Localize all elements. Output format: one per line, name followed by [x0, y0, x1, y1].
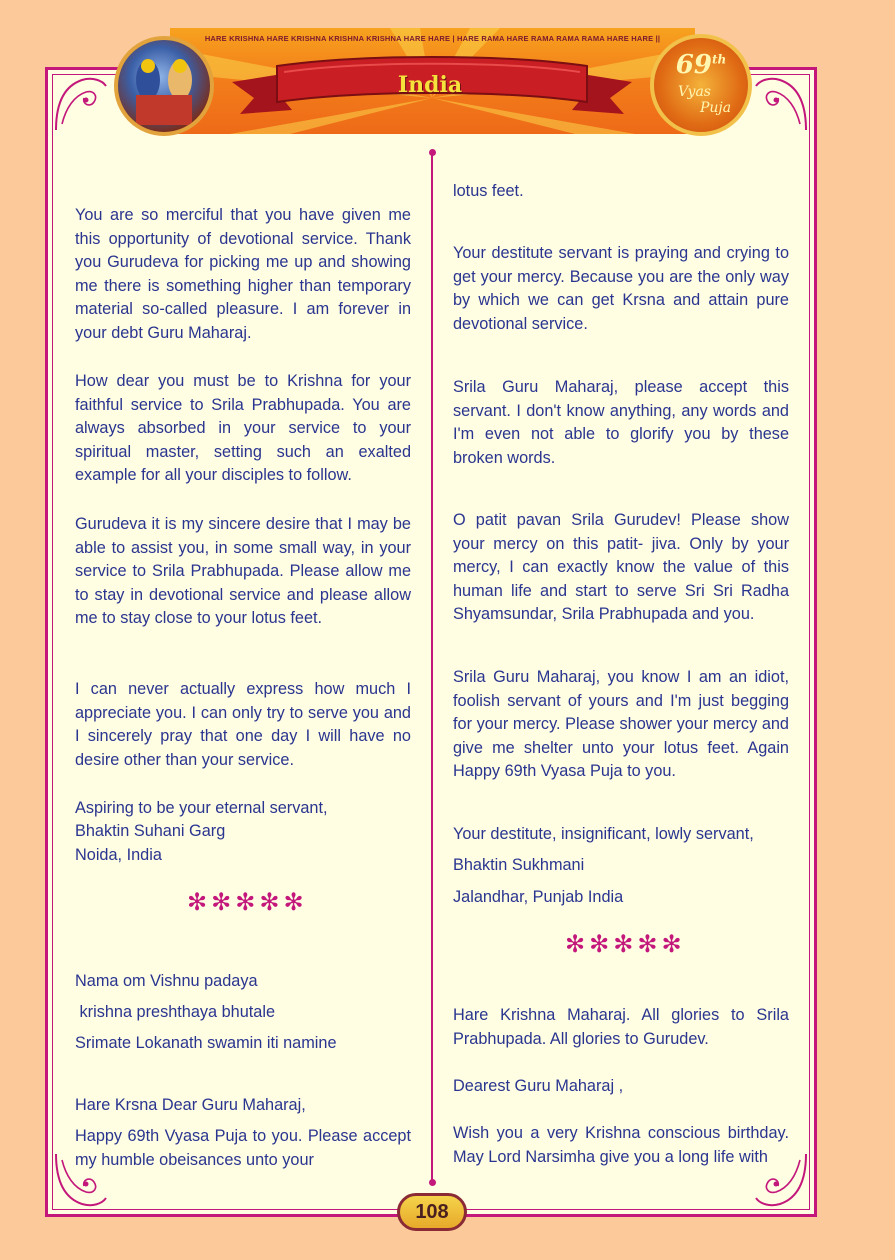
header-mantra: HARE KRISHNA HARE KRISHNA KRISHNA KRISHNA HARE HARE | HARE RAMA HARE RAMA RAMA RAMA HARE HARE ||: [204, 34, 661, 43]
right-paragraph-1: Your destitute servant is praying and crying to get your mercy. Because you are the only way by which we can get Krsna and attain pure devotional service.: [453, 244, 789, 333]
right-signature-line-1: Your destitute, insignificant, lowly servant,: [453, 825, 754, 843]
corner-ornament-top-left: [52, 74, 112, 134]
deity-image-icon: [118, 40, 210, 132]
left-paragraph-3: Gurudeva it is my sincere desire that I may be able to assist you, in some small way, in your service to Srila Prabhupada. Please allow me to stay in devotional service and please allow me to stay close to your lotus feet.: [75, 515, 411, 628]
vyas-puja-badge: [650, 34, 752, 136]
left-signature-location: Noida, India: [75, 846, 162, 864]
deity-medallion: [114, 36, 214, 136]
left-signature-name: Bhaktin Suhani Garg: [75, 822, 226, 840]
divider-dot-bottom: [429, 1179, 436, 1186]
mantra-line-3: Srimate Lokanath swamin iti namine: [75, 1034, 337, 1052]
right-paragraph-5: Hare Krishna Maharaj. All glories to Srila Prabhupada. All glories to Gurudev.: [453, 1006, 789, 1048]
left-signature-line-1: Aspiring to be your eternal servant,: [75, 799, 328, 817]
right-signature-location: Jalandhar, Punjab India: [453, 888, 624, 906]
right-paragraph-6: Wish you a very Krishna conscious birthday. May Lord Narsimha give you a long life with: [453, 1124, 789, 1166]
left-paragraph-2: How dear you must be to Krishna for your faithful service to Srila Prabhupada. You are always absorbed in your service to your spiritual master, setting such an exalted example for all your disciples to follow.: [75, 372, 411, 485]
badge-suffix: th: [711, 52, 727, 67]
left-paragraph-1: You are so merciful that you have given me this opportunity of devotional service. Thank you Gurudeva for picking me up and showing me there is something higher than temporary material so-called pleasure. I am forever in your debt Guru Maharaj.: [75, 206, 411, 342]
right-paragraph-2: Srila Guru Maharaj, please accept this servant. I don't know anything, any words and I'm even not able to glorify you by these broken words.: [453, 378, 789, 467]
badge-line-puja: Puja: [700, 100, 732, 116]
left-paragraph-4: I can never actually express how much I appreciate you. I can only try to serve you and I sincerely pray that one day I will have no desire other than your service.: [75, 680, 411, 769]
corner-ornament-top-right: [750, 74, 810, 134]
page-title: India: [397, 72, 463, 98]
badge-line-vyas: Vyas: [678, 84, 711, 100]
divider-dot-top: [429, 149, 436, 156]
left-star-separator: ✻✻✻✻✻: [187, 889, 308, 916]
badge-number: 69: [675, 50, 712, 80]
right-paragraph-3: O patit pavan Srila Gurudev! Please show your mercy on this patit- jiva. Only by your mercy, I can exactly know the value of this human life and start to serve Sri Sri Radha Shyamsundar, Srila Prabhupada and you.: [453, 511, 789, 624]
left-greeting: Hare Krsna Dear Guru Maharaj,: [75, 1096, 306, 1114]
right-paragraph-continued: lotus feet.: [453, 182, 524, 200]
right-paragraph-4: Srila Guru Maharaj, you know I am an idiot, foolish servant of yours and I'm just begging for your mercy. Please shower your mercy and give me shelter unto your lotus feet. Again Happy 69th Vyasa Puja to you.: [453, 668, 789, 781]
column-divider: [431, 152, 433, 1182]
mantra-line-2: krishna preshthaya bhutale: [75, 1003, 276, 1021]
right-greeting: Dearest Guru Maharaj ,: [453, 1077, 624, 1095]
left-paragraph-5: Happy 69th Vyasa Puja to you. Please accept my humble obeisances unto your: [75, 1127, 411, 1169]
right-star-separator: ✻✻✻✻✻: [565, 931, 686, 958]
mantra-line-1: Nama om Vishnu padaya: [75, 972, 258, 990]
page-number: 108: [397, 1193, 467, 1231]
right-signature-name: Bhaktin Sukhmani: [453, 856, 585, 874]
